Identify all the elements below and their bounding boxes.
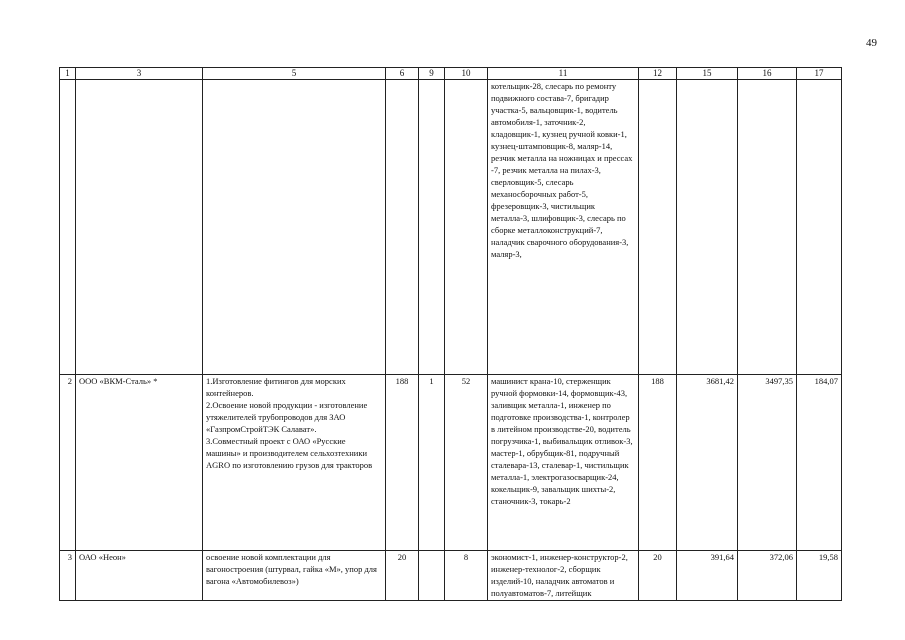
professions-cell: экономист-1, инженер-конструктор-2, инженер-технолог-2, сборщик изделий-10, наладчик автоматов и полуавтоматов-7, литейщик <box>488 551 639 601</box>
value-cell <box>639 80 677 375</box>
column-header: 3 <box>76 68 203 80</box>
column-header: 11 <box>488 68 639 80</box>
value-cell: 52 <box>445 375 488 551</box>
column-header: 17 <box>797 68 842 80</box>
row-index <box>60 80 76 375</box>
column-header: 10 <box>445 68 488 80</box>
organization-cell <box>76 80 203 375</box>
project-cell <box>203 80 386 375</box>
professions-cell: машинист крана-10, стерженщик ручной формовки-14, формовщик-43, заливщик металла-1, инженер по подготовке производства-1, контролер в литейном производстве-20, водитель погрузчика-1, выбивальщик отливок-3, мастер-1, обрубщик-81, подручный сталевара-13, сталевар-1, чистильщик металла-1, электрогазосварщик-24, кокельщик-9, завальщик шихты-2, станочник-3, токарь-2 <box>488 375 639 551</box>
value-cell <box>419 80 445 375</box>
value-cell: 188 <box>386 375 419 551</box>
organization-cell: ООО «ВКМ-Сталь» * <box>76 375 203 551</box>
amount-cell: 3681,42 <box>677 375 738 551</box>
amount-cell: 391,64 <box>677 551 738 601</box>
value-cell: 1 <box>419 375 445 551</box>
project-cell: 1.Изготовление фитингов для морских контейнеров. 2.Освоение новой продукции - изготовление утяжелителей трубопроводов для ЗАО «ГазпромСтройТЭК Салават». 3.Совместный проект с ОАО «Русские машины» и производителем сельхозтехники AGRO по изготовлению грузов для тракторов <box>203 375 386 551</box>
amount-cell <box>738 80 797 375</box>
column-header: 15 <box>677 68 738 80</box>
value-cell: 188 <box>639 375 677 551</box>
table-row <box>60 80 842 375</box>
amount-cell: 19,58 <box>797 551 842 601</box>
column-header: 12 <box>639 68 677 80</box>
value-cell: 20 <box>639 551 677 601</box>
column-header: 16 <box>738 68 797 80</box>
table-row <box>60 551 842 601</box>
amount-cell <box>797 80 842 375</box>
column-header: 1 <box>60 68 76 80</box>
page-number: 49 <box>866 37 877 49</box>
report-table <box>59 67 842 601</box>
amount-cell: 372,06 <box>738 551 797 601</box>
amount-cell <box>677 80 738 375</box>
column-header: 9 <box>419 68 445 80</box>
column-header: 5 <box>203 68 386 80</box>
value-cell: 8 <box>445 551 488 601</box>
value-cell <box>445 80 488 375</box>
row-index: 3 <box>60 551 76 601</box>
professions-cell: котельщик-28, слесарь по ремонту подвижного состава-7, бригадир участка-5, вальцовщик-1, водитель автомобиля-1, заточник-2, кладовщик-1, кузнец ручной ковки-1, кузнец-штамповщик-8, маляр-14, резчик металла на ножницах и прессах -7, резчик металла на пилах-3, сверловщик-5, слесарь механосборочных работ-5, фрезеровщик-3, чистильщик металла-3, шлифовщик-3, слесарь по сборке металлоконструкций-7, наладчик сварочного оборудования-3, маляр-3, <box>488 80 639 375</box>
project-cell: освоение новой комплектации для вагоностроения (штурвал, гайка «М», упор для вагона «Автомобилевоз») <box>203 551 386 601</box>
amount-cell: 184,07 <box>797 375 842 551</box>
header-row <box>60 68 842 80</box>
amount-cell: 3497,35 <box>738 375 797 551</box>
column-header: 6 <box>386 68 419 80</box>
value-cell <box>419 551 445 601</box>
organization-cell: ОАО «Неон» <box>76 551 203 601</box>
table-row <box>60 375 842 551</box>
value-cell <box>386 80 419 375</box>
value-cell: 20 <box>386 551 419 601</box>
row-index: 2 <box>60 375 76 551</box>
